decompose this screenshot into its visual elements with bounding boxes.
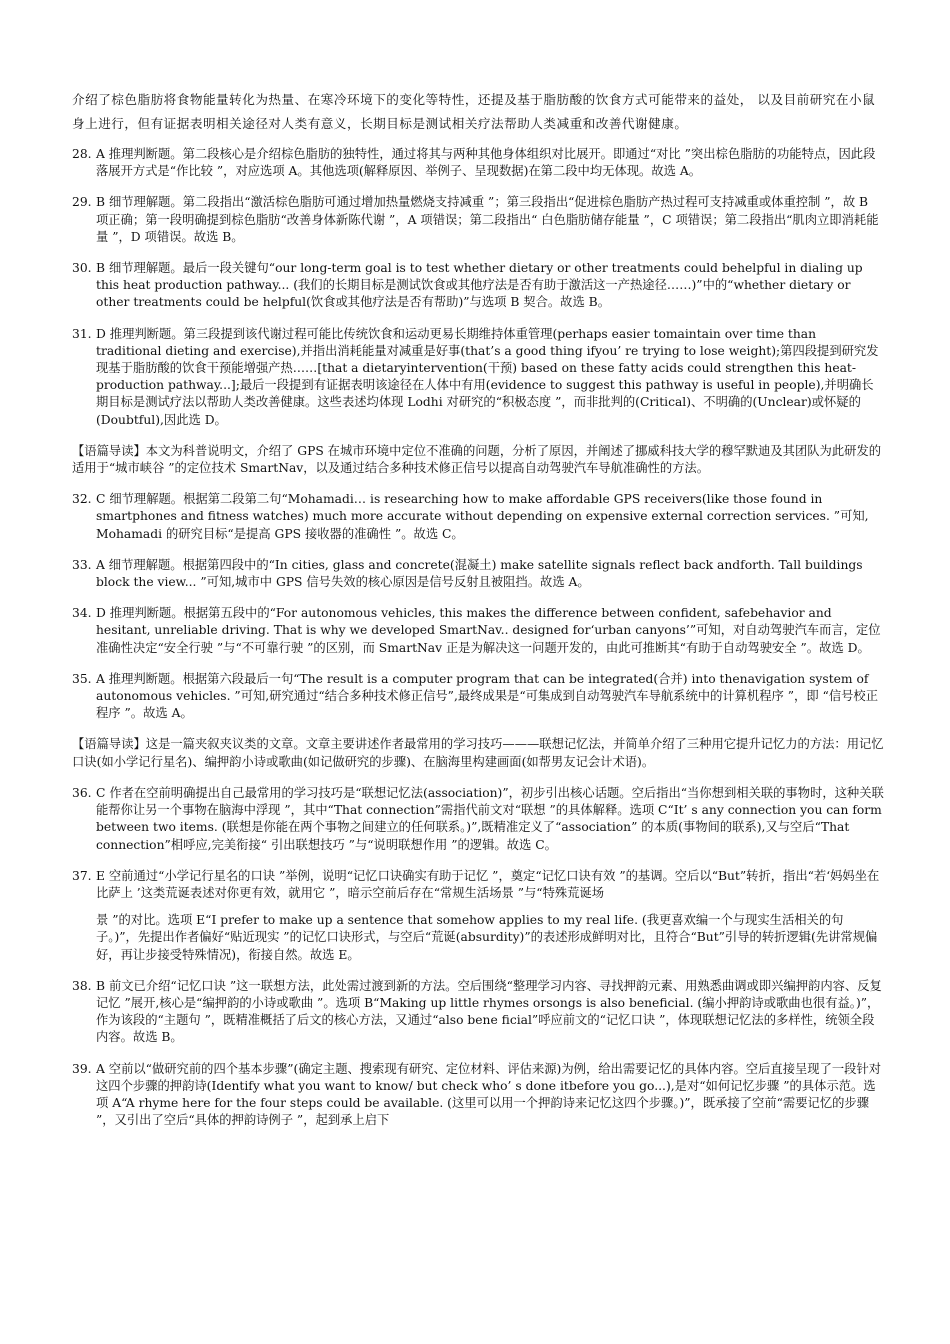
item-text: C 细节理解题。根据第二段第二句“Mohamadi… is researching how to make affordable GPS receivers(like those found in smartphones and fitness watches) much more accurate without depending on expensive external correction services. ”可知, Mohamadi 的研究目标“是提高 GPS 接收器的准确性 ”。故选 C。 (96, 492, 869, 541)
passage-guide-2: 【语篇导读】这是一篇夹叙夹议类的文章。文章主要讲述作者最常用的学习技巧———联想记忆法，并简单介绍了三种用它提升记忆力的方法：用记忆口诀(如小学记行星名)、编押韵小诗或歌曲(如记做研究的步骤)、在脑海里构建画面(如帮男友记会计术语)。 (72, 737, 884, 769)
item-text: A 空前以“做研究前的四个基本步骤”(确定主题、搜索现有研究、定位材料、评估来源)为例，给出需要记忆的具体内容。空后直接呈现了一段针对这四个步骤的押韵诗(Identify what you want to know/ but check who’ s done itbefore you go...),是对“如何记忆步骤 ”的具体示范。选项 A“A rhyme here for the four steps could be available. (这里可以用一个押韵诗来记忆这四个步骤。)”，既承接了空前“需要记忆的步骤 ”，又引出了空后“具体的押韵诗例子 ”，起到承上启下 (96, 1061, 882, 1128)
answer-28 (72, 146, 884, 180)
item-text: E 空前通过“小学记行星名的口诀 ”举例，说明“记忆口诀确实有助于记忆 ”，奠定“记忆口诀有效 ”的基调。空后以“But”转折，指出“若‘妈妈坐在比萨上 ’这类荒诞表述对你更有效，就用它 ”，暗示空前后存在“常规生活场景 ”与“特殊荒诞场 (96, 868, 880, 900)
item-number: 28. (72, 147, 92, 161)
answer-35 (72, 671, 884, 723)
answer-38 (72, 978, 884, 1047)
answer-33 (72, 557, 884, 591)
item-number: 31. (72, 326, 92, 341)
answer-30 (72, 260, 884, 312)
item-number: 39. (72, 1061, 92, 1076)
item-number: 37. (72, 868, 92, 883)
answer-37-continuation: 景 ”的对比。选项 E“I prefer to make up a sentence that somehow applies to my real life. (我更喜欢编一个与现实生活相关的句子。)”，先提出作者偏好“贴近现实 ”的记忆口诀形式，与空后“荒诞(absurdity)”的表述形成鲜明对比，且符合“But”引导的转折逻辑(先讲常规偏好，再让步接受特殊情况)，衔接自然。故选 E。 (96, 913, 878, 962)
answer-36 (72, 785, 884, 854)
item-number: 36. (72, 785, 92, 800)
item-number: 32. (72, 492, 92, 507)
item-text: D 推理判断题。第三段提到该代谢过程可能比传统饮食和运动更易长期维持体重管理(perhaps easier tomaintain over time than traditional dieting and exercise),并指出消耗能量对减重是好事(that’s a good thing ifyou’ re trying to lose weight);第四段提到研究发现基于脂肪酸的饮食干预能增强产热……[that a dietaryintervention(干预) based on these fatty acids could strengthen this heat-production pathway...];最后一段提到有证据表明该途径在人体中有用(evidence to suggest this pathway is useful in people),并明确长期目标是测试疗法以帮助人类改善健康。这些表述均体现 Lodhi 对研究的“积极态度 ”，而非批判的(Critical)、不明确的(Unclear)或怀疑的(Doubtful),因此选 D。 (96, 326, 879, 427)
item-number: 34. (72, 606, 92, 621)
item-number: 38. (72, 978, 92, 993)
item-number: 33. (72, 557, 92, 572)
passage-guide-1: 【语篇导读】本文为科普说明文，介绍了 GPS 在城市环境中定位不准确的问题，分析了原因，并阐述了挪威科技大学的穆罕默迪及其团队为此研发的适用于“城市峡谷 ”的定位技术 SmartNav，以及通过结合多种技术修正信号以提高自动驾驶汽车导航准确性的方法。 (72, 443, 882, 476)
item-number: 35. (72, 671, 92, 686)
item-number: 30. (72, 261, 92, 276)
document-page (72, 88, 884, 1129)
item-text: B 细节理解题。最后一段关键句“our long-term goal is to test whether dietary or other treatments could behelpful in dialing up this heat production pathway... (我们的长期目标是测试饮食或其他疗法是否有助于激活这一产热途径……)”中的“whether dietary or other treatments could be helpful(饮食或其他疗法是否有帮助)”与选项 B 契合。故选 B。 (96, 261, 863, 310)
item-text: B 前文已介绍“记忆口诀 ”这一联想方法，此处需过渡到新的方法。空后围绕“整理学习内容、寻找押韵元素、用熟悉曲调或即兴编押韵内容、反复记忆 ”展开,核心是“编押韵的小诗或歌曲 ”。选项 B“Making up little rhymes orsongs is also beneficial. (编小押韵诗或歌曲也很有益。)”，作为该段的“主题句 ”，既精准概括了后文的核心方法，又通过“also bene ficial”呼应前文的“记忆口诀 ”，体现联想记忆法的多样性，统领全段内容。故选 B。 (96, 978, 882, 1045)
intro-paragraph: 介绍了棕色脂肪将食物能量转化为热量、在寒冷环境下的变化等特性，还提及基于脂肪酸的饮食方式可能带来的益处， 以及目前研究在小鼠身上进行，但有证据表明相关途径对人类有意义，长期目标是测试相关疗法帮助人类减重和改善代谢健康。 (72, 92, 876, 131)
item-text: A 推理判断题。根据第六段最后一句“The result is a computer program that can be integrated(合并) into thenavigation system of autonomous vehicles. ”可知,研究通过“结合多种技术修正信号”,最终成果是“可集成到自动驾驶汽车导航系统中的计算机程序 ”，即 “信号校正程序 ”。故选 A。 (96, 671, 879, 721)
answer-34 (72, 605, 884, 657)
item-text: C 作者在空前明确提出自己最常用的学习技巧是“联想记忆法(association)”，初步引出核心话题。空后指出“当你想到相关联的事物时，这种关联能帮你让另一个事物在脑海中浮现 ”，其中“That connection”需指代前文对“联想 ”的具体解释。选项 C“It’ s any connection you can form between two items. (联想是你能在两个事物之间建立的任何联系。)”,既精准定义了“association” 的本质(事物间的联系),又与空后“That connection”相呼应,完美衔接“ 引出联想技巧 ”与“说明联想作用 ”的逻辑。故选 C。 (96, 785, 884, 852)
answer-31 (72, 326, 884, 429)
item-text: A 细节理解题。根据第四段中的“In cities, glass and concrete(混凝土) make satellite signals reflect back andforth. Tall buildings block the view... ”可知,城市中 GPS 信号失效的核心原因是信号反射且被阻挡。故选 A。 (96, 557, 863, 590)
answer-39 (72, 1061, 884, 1130)
item-text: A 推理判断题。第二段核心是介绍棕色脂肪的独特性，通过将其与两种其他身体组织对比展开。即通过“对比 ”突出棕色脂肪的功能特点，因此段落展开方式是“作比较 ”，对应选项 A。其他选项(解释原因、举例子、呈现数据)在第二段中均无体现。故选 A。 (96, 147, 876, 179)
item-number: 29. (72, 195, 92, 210)
item-text: D 推理判断题。根据第五段中的“For autonomous vehicles, this makes the difference between confident, safebehavior and hesitant, unreliable driving. That is why we developed SmartNav.. designed for‘urban canyons’”可知，对自动驾驶汽车而言，定位准确性决定“安全行驶 ”与“不可靠行驶 ”的区别，而 SmartNav 正是为解决这一问题开发的，由此可推断其“有助于自动驾驶安全 ”。故选 D。 (96, 606, 881, 655)
item-text: B 细节理解题。第二段指出“激活棕色脂肪可通过增加热量燃烧支持减重 ”；第三段指出“促进棕色脂肪产热过程可支持减重或体重控制 ”，故 B 项正确；第一段明确提到棕色脂肪“改善身体新陈代谢 ”，A 项错误；第二段指出“ 白色脂肪储存能量 ”，C 项错误；第二段指出“肌肉立即消耗能量 ”，D 项错误。故选 B。 (96, 195, 879, 244)
answer-29 (72, 194, 884, 246)
answer-32 (72, 491, 884, 543)
answer-37 (72, 868, 884, 902)
